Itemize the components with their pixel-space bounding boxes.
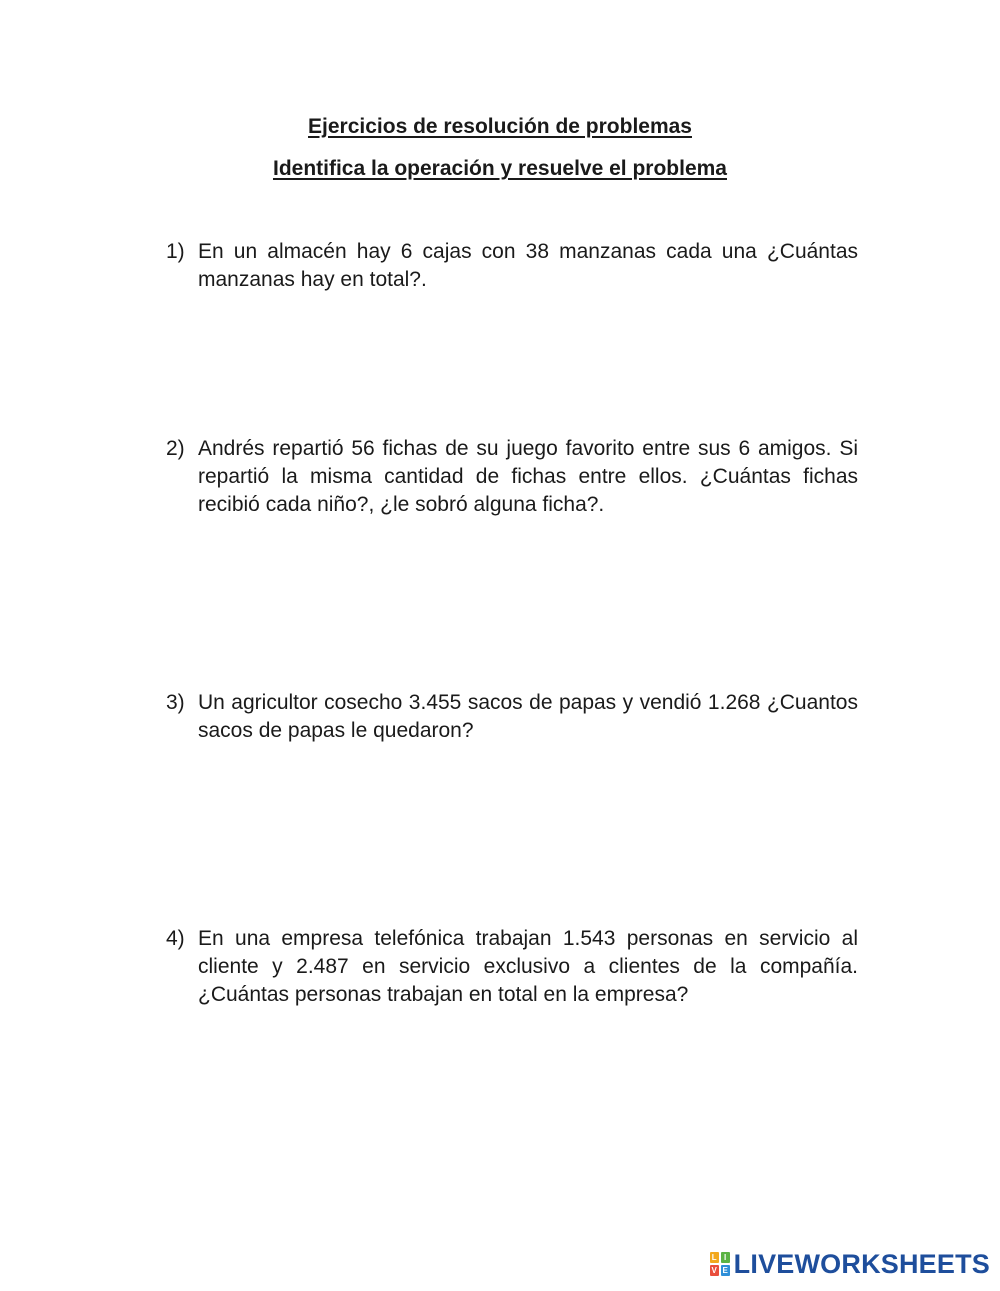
liveworksheets-logo-icon	[710, 1252, 730, 1276]
logo-tile-l: L	[710, 1252, 719, 1263]
problem-1	[166, 238, 858, 294]
problem-3	[166, 689, 858, 745]
watermark-text: LIVEWORKSHEETS	[733, 1248, 990, 1279]
problem-number: 1)	[166, 240, 185, 263]
problem-text: En un almacén hay 6 cajas con 38 manzanas cada una ¿Cuántas manzanas hay en total?.	[198, 240, 858, 291]
liveworksheets-watermark	[710, 1248, 990, 1279]
problem-2	[166, 435, 858, 519]
problem-number: 2)	[166, 437, 185, 460]
problem-number: 3)	[166, 691, 185, 714]
problem-text: En una empresa telefónica trabajan 1.543 personas en servicio al cliente y 2.487 en servicio exclusivo a clientes de la compañía. ¿Cuántas personas trabajan en total en la empresa?	[198, 927, 858, 1006]
problem-text: Andrés repartió 56 fichas de su juego favorito entre sus 6 amigos. Si repartió la misma cantidad de fichas entre ellos. ¿Cuántas fichas recibió cada niño?, ¿le sobró alguna ficha?.	[198, 437, 858, 516]
problem-text: Un agricultor cosecho 3.455 sacos de papas y vendió 1.268 ¿Cuantos sacos de papas le quedaron?	[198, 691, 858, 742]
problem-4	[166, 925, 858, 1009]
logo-tile-e: E	[722, 1266, 728, 1275]
logo-tile-v: V	[711, 1266, 717, 1275]
logo-tile-i: I	[721, 1252, 730, 1263]
problem-number: 4)	[166, 927, 185, 950]
page-title: Ejercicios de resolución de problemas	[308, 115, 692, 138]
page-subtitle: Identifica la operación y resuelve el problema	[272, 157, 727, 180]
